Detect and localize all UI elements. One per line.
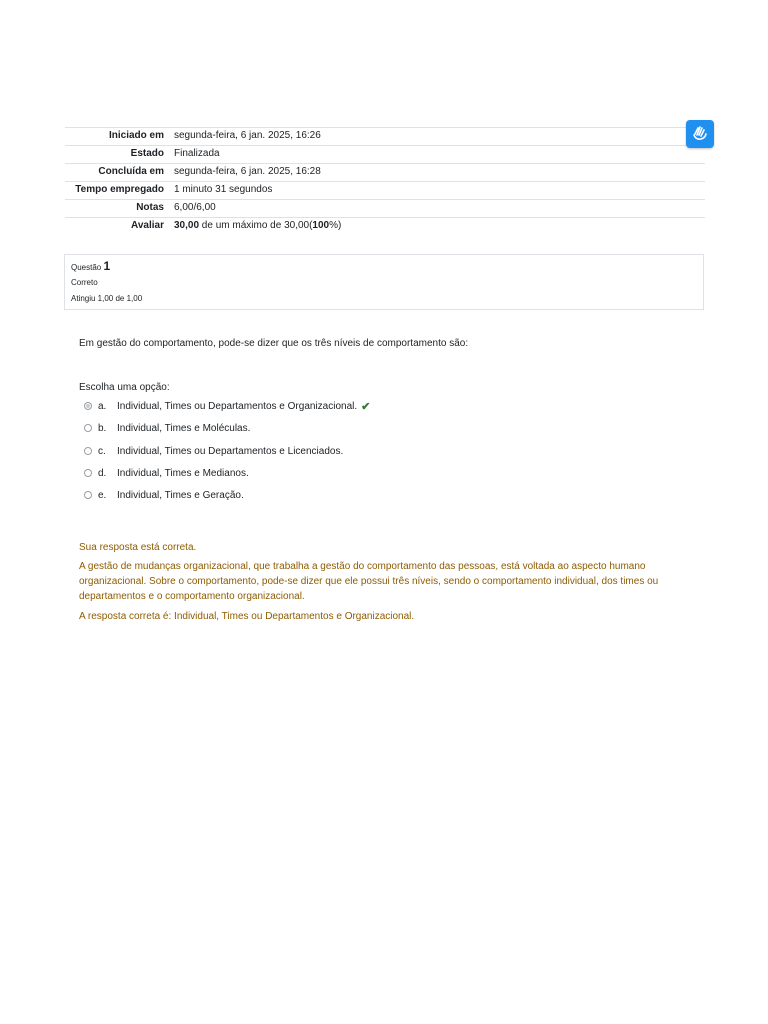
option-d[interactable]	[84, 466, 249, 480]
sign-language-icon	[691, 124, 709, 145]
question-text: Em gestão do comportamento, pode-se dizer que os três níveis de comportamento são:	[79, 338, 469, 349]
option-d-text: Individual, Times e Medianos.	[117, 467, 249, 479]
grade-percent-suffix: %)	[329, 220, 342, 231]
option-b-text: Individual, Times e Moléculas.	[117, 422, 251, 434]
quiz-summary-table	[65, 127, 705, 235]
accessibility-button[interactable]	[686, 120, 714, 148]
option-a[interactable]	[84, 399, 370, 413]
option-e-radio[interactable]	[84, 491, 92, 499]
option-d-radio[interactable]	[84, 469, 92, 477]
option-e-text: Individual, Times e Geração.	[117, 489, 244, 501]
started-value: segunda-feira, 6 jan. 2025, 16:26	[174, 128, 705, 146]
state-value: Finalizada	[174, 146, 705, 164]
started-label: Iniciado em	[65, 128, 174, 146]
marks-value: 6,00/6,00	[174, 200, 705, 218]
option-e-letter: e.	[98, 489, 107, 501]
question-number	[71, 259, 697, 275]
option-b[interactable]	[84, 421, 250, 435]
check-icon: ✔	[361, 400, 371, 413]
question-info-box	[64, 254, 704, 310]
summary-row-marks	[65, 200, 705, 218]
marks-label: Notas	[65, 200, 174, 218]
grade-value	[174, 218, 705, 236]
feedback-general: A gestão de mudanças organizacional, que trabalha a gestão do comportamento das pessoas, está voltada ao aspecto humano organizacional. Sobre o comportamento, pode-se dizer que ele possui três níveis, sendo o comportamento individual, dos times ou departamentos e o comportamento organizacional.	[79, 561, 659, 602]
option-d-letter: d.	[98, 467, 107, 479]
option-a-letter: a.	[98, 400, 107, 412]
summary-row-time	[65, 182, 705, 200]
grade-percent: 100	[312, 220, 330, 231]
grade-max-text: de um máximo de 30,00(	[199, 220, 313, 231]
question-mark: Atingiu 1,00 de 1,00	[71, 294, 143, 303]
summary-row-completed	[65, 164, 705, 182]
question-number-value: 1	[103, 259, 111, 273]
option-c[interactable]	[84, 444, 343, 458]
completed-value: segunda-feira, 6 jan. 2025, 16:28	[174, 164, 705, 182]
question-status: Correto	[71, 278, 98, 287]
state-label: Estado	[65, 146, 174, 164]
option-c-letter: c.	[98, 445, 106, 457]
option-b-radio[interactable]	[84, 424, 92, 432]
time-value: 1 minuto 31 segundos	[174, 182, 705, 200]
feedback-status: Sua resposta está correta.	[79, 542, 197, 553]
summary-row-state	[65, 146, 705, 164]
grade-score: 30,00	[174, 220, 200, 231]
grade-label: Avaliar	[65, 218, 174, 236]
answer-prompt: Escolha uma opção:	[79, 382, 170, 393]
feedback-right-answer: A resposta correta é: Individual, Times ou Departamentos e Organizacional.	[79, 611, 415, 622]
option-a-text: Individual, Times ou Departamentos e Organizacional.	[117, 400, 358, 412]
summary-row-grade	[65, 218, 705, 236]
option-a-radio[interactable]	[84, 402, 92, 410]
option-c-radio[interactable]	[84, 447, 92, 455]
option-e[interactable]	[84, 488, 244, 502]
time-label: Tempo empregado	[65, 182, 174, 200]
question-label: Questão	[71, 263, 102, 272]
option-b-letter: b.	[98, 422, 107, 434]
completed-label: Concluída em	[65, 164, 174, 182]
option-c-text: Individual, Times ou Departamentos e Licenciados.	[117, 445, 344, 457]
summary-row-started	[65, 128, 705, 146]
